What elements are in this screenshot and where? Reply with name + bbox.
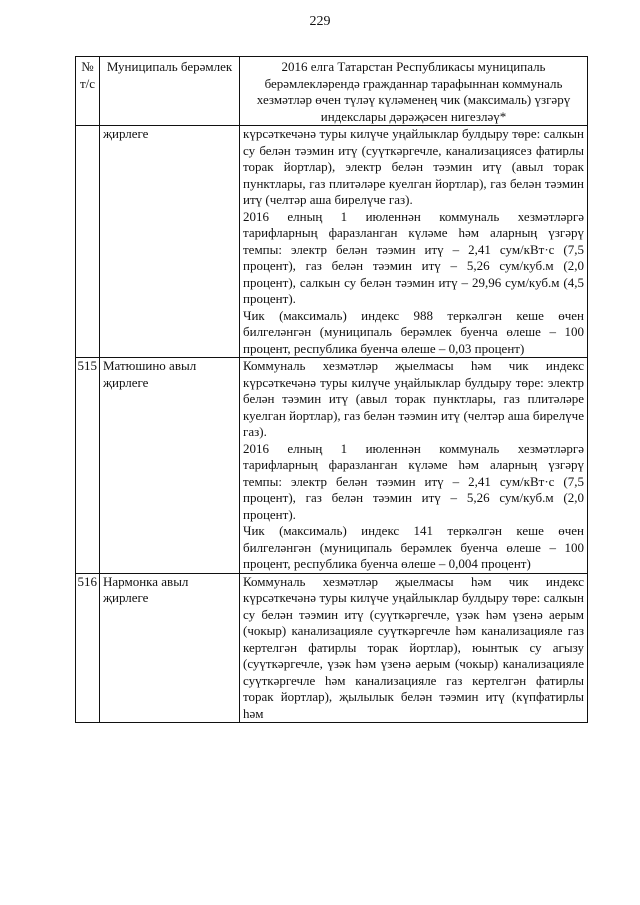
row-number [76, 126, 100, 358]
table-row [76, 126, 588, 358]
row-description [240, 573, 588, 723]
description-paragraph: күрсәткечәнә туры килүче уңайлыклар булдыру төре: салкын су белән тәэмин итү (суүткәргечле, канализациясез фатирлы торак йортлар), электр белән тәэмин итү (авыл торак пунктлары, газ плитәләре куелган йортлар), газ белән тәэмин итү (челтәр аша бирелүче газ). [243, 126, 584, 207]
utility-index-table [75, 56, 588, 723]
header-number: № т/с [76, 57, 100, 126]
row-municipality: җирлеге [100, 126, 240, 358]
description-paragraph: Чик (максималь) индекс 988 теркәлгән кеше өчен билгеләнгән (муниципаль берәмлек буенча өлеше – 100 процент, республика буенча өлеше – 0,03 процент) [243, 307, 584, 356]
table-row [76, 358, 588, 574]
description-paragraph: Чик (максималь) индекс 141 теркәлгән кеше өчен билгеләнгән (муниципаль берәмлек буенча өлеше – 100 процент, республика буенча өлеше – 0,004 процент) [243, 523, 584, 571]
page-number: 229 [309, 14, 331, 29]
row-number: 515 [76, 358, 100, 574]
description-paragraph: 2016 елның 1 июленнән коммуналь хезмәтләргә тарифларның фаразланган күләме һәм аларның үзгәрү темпы: электр белән тәэмин итү – 2,41 сум/кВт·с (7,5 процент), газ белән тәэмин итү – 5,26 сум/куб.м (2,0 процент), салкын су белән тәэмин итү – 29,96 сум/куб.м (4,5 процент). [243, 208, 584, 306]
description-paragraph: Коммуналь хезмәтләр җыелмасы һәм чик индекс күрсәткечәнә туры килүче уңайлыклар булдыру төре: электр белән тәэмин итү (авыл торак пунктлары, газ плитәләре куелган йортлар), газ белән тәэмин итү (челтәр аша бирелүче газ). [243, 358, 584, 439]
row-number: 516 [76, 573, 100, 723]
row-municipality: Матюшино авыл җирлеге [100, 358, 240, 574]
description-paragraph: 2016 елның 1 июленнән коммуналь хезмәтләргә тарифларның фаразланган күләме һәм аларның үзгәрү темпы: электр белән тәэмин итү – 2,41 сум/кВт·с (7,5 процент), газ белән тәэмин итү – 5,26 сум/куб.м (2,0 процент). [243, 440, 584, 522]
row-description [240, 358, 588, 574]
header-municipality: Муниципаль берәмлек [100, 57, 240, 126]
table-row [76, 573, 588, 723]
row-description [240, 126, 588, 358]
header-description: 2016 елга Татарстан Республикасы муниципаль берәмлекләрендә гражданнар тарафыннан коммуналь хезмәтләр өчен түләү күләменең чик (максималь) үзгәрү индекслары дәрәҗәсен нигезләү* [240, 57, 588, 126]
description-paragraph: Коммуналь хезмәтләр җыелмасы һәм чик индекс күрсәткечәнә туры килүче уңайлыклар булдыру төре: салкын су белән тәэмин итү (суүткәргечле, үзәк һәм үзенә аерым (чокыр) канализацияле суүткәргечле һәм канализацияле газ кертелгән фатирлы торак йортлар), юынтык су агызу (суүткәргечле, үзәк һәм үзенә аерым (чокыр) канализацияле суүткәргечле һәм канализацияле газ кертелгән фатирлы торак йортлар), җылылык белән тәэмин итү (күпфатирлы һәм [243, 573, 584, 721]
table-header-row [76, 57, 588, 126]
row-municipality: Нармонка авыл җирлеге [100, 573, 240, 723]
